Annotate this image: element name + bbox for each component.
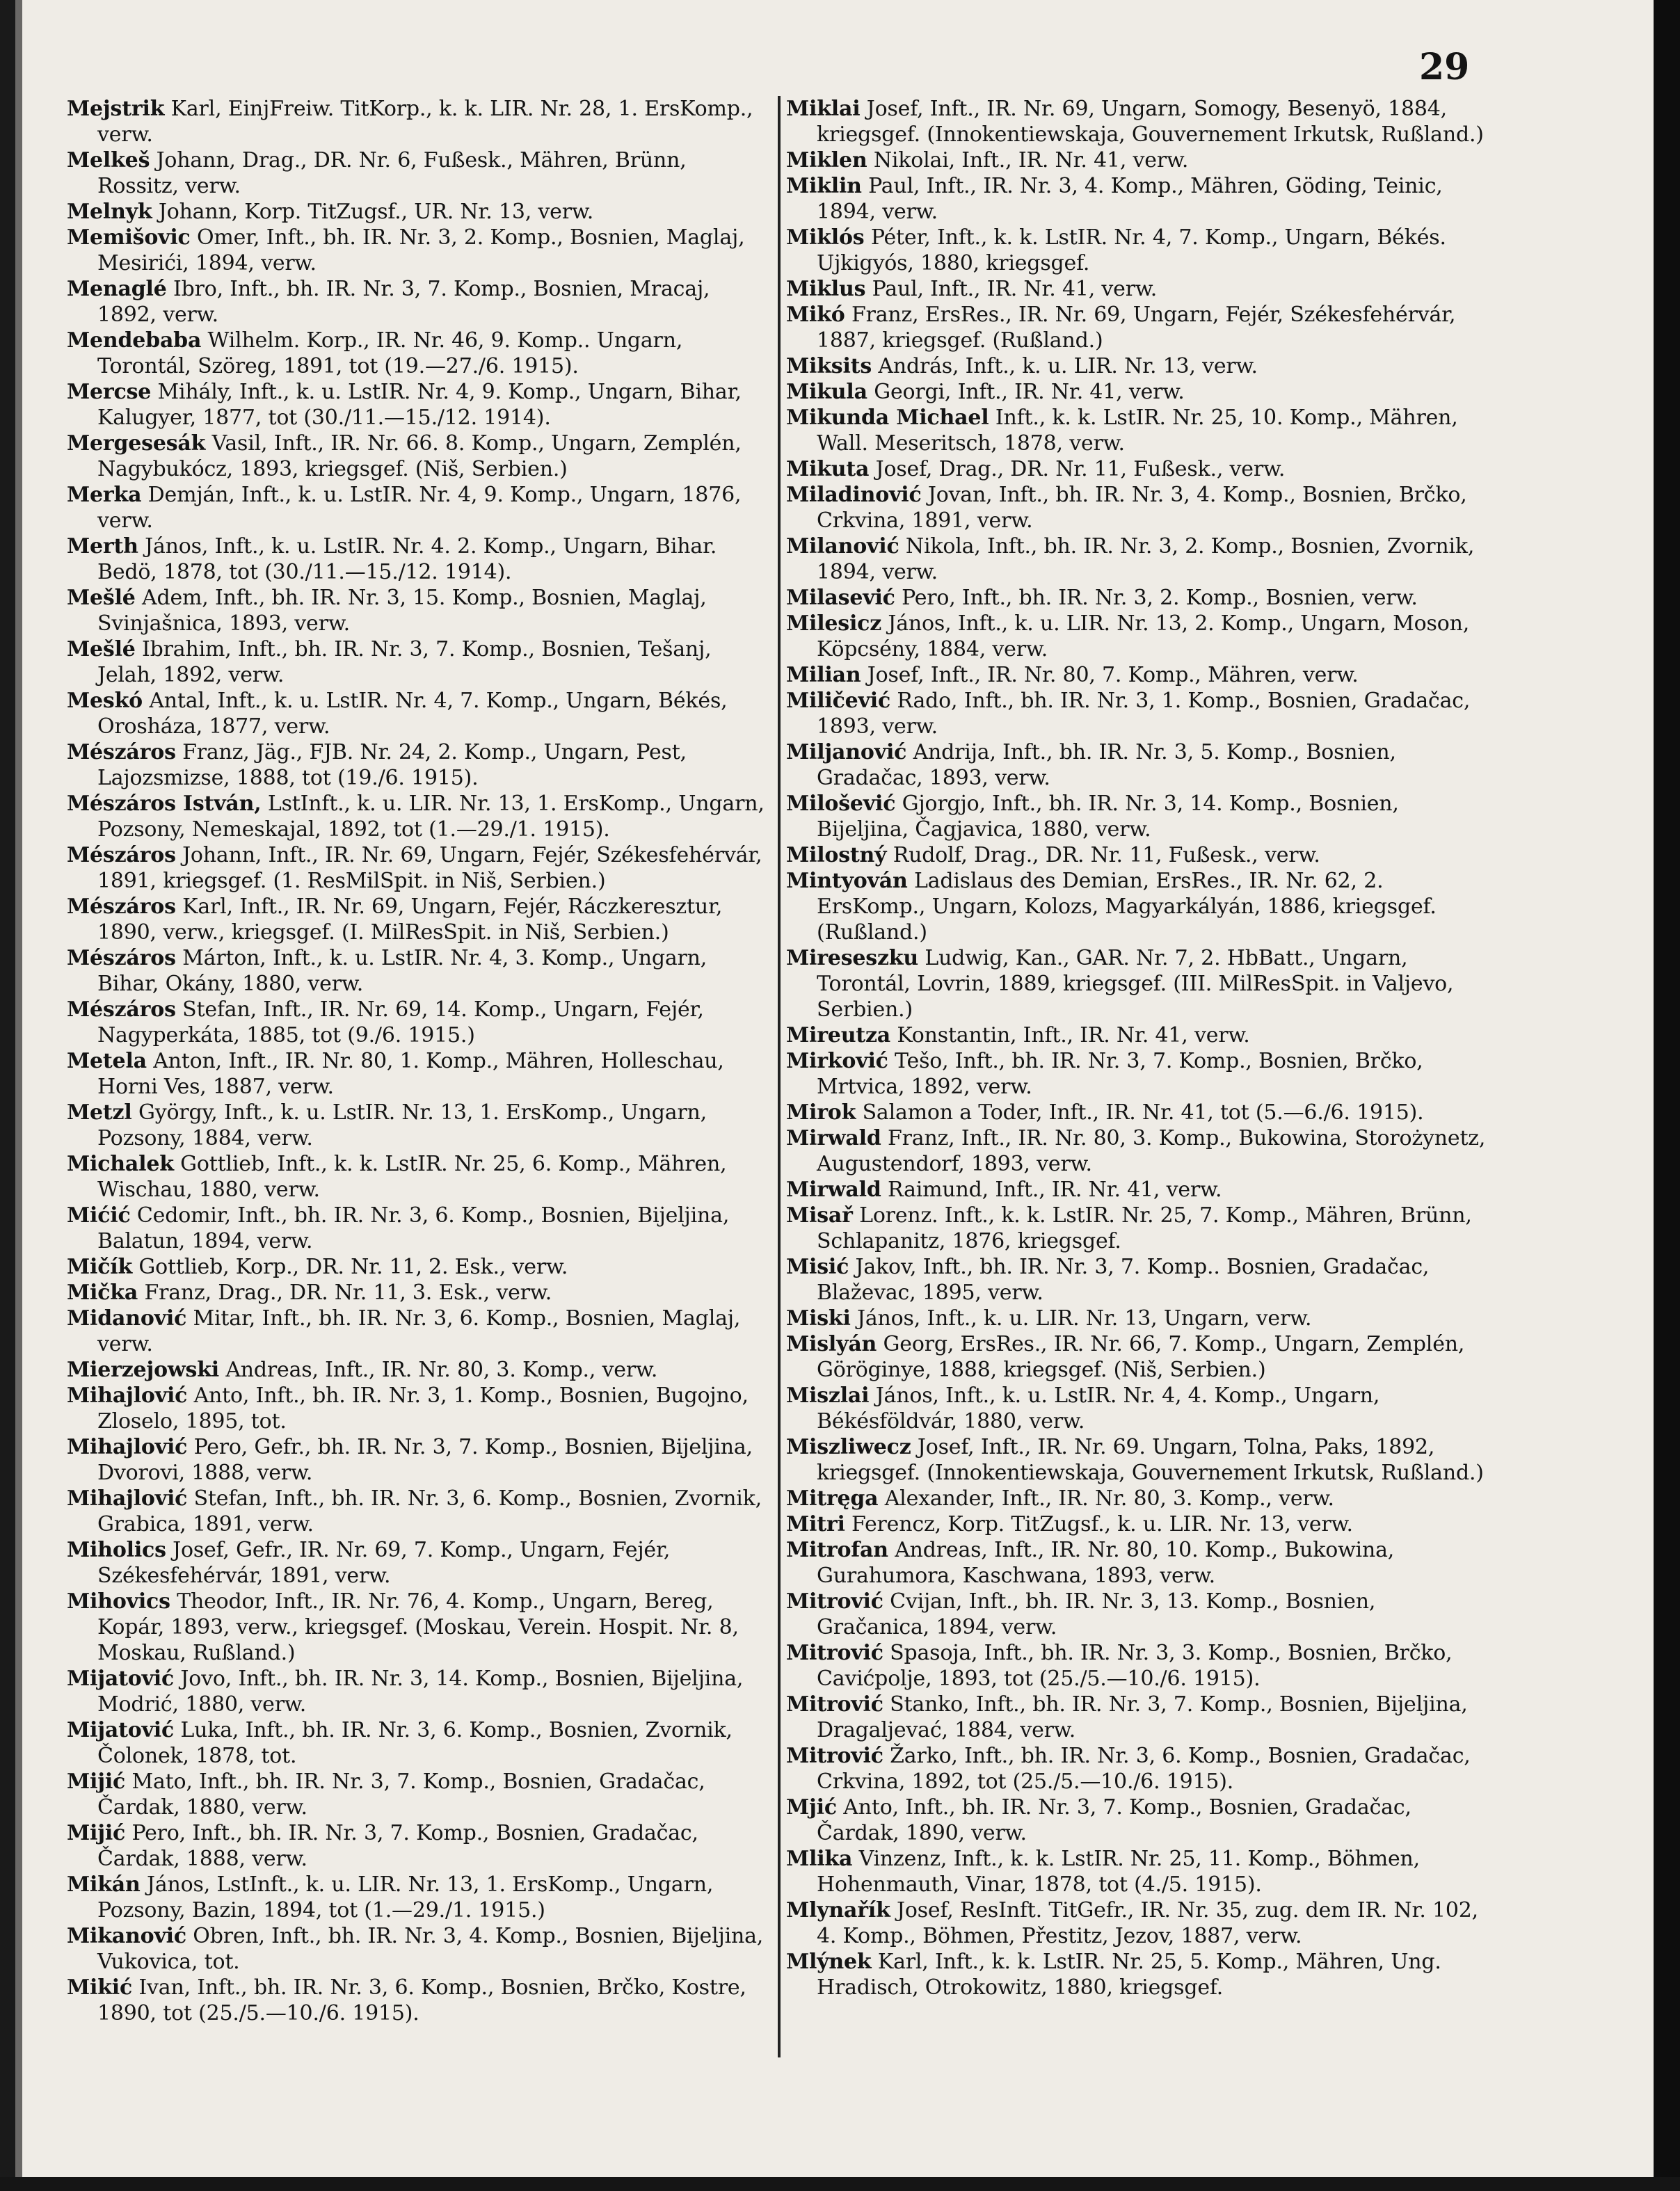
entry-surname: Misić <box>786 1255 849 1279</box>
list-entry <box>67 199 769 225</box>
entry-details: Demján, Inft., k. u. LstIR. Nr. 4, 9. Komp., Ungarn, 1876, verw. <box>97 483 742 533</box>
list-entry <box>786 96 1489 147</box>
entry-details: Anto, Inft., bh. IR. Nr. 3, 1. Komp., Bosnien, Bugojno, Zloselo, 1895, tot. <box>97 1383 749 1434</box>
entry-surname: Meskó <box>67 689 143 713</box>
list-entry <box>67 1923 769 1975</box>
list-entry <box>67 636 769 688</box>
entry-details: Alexander, Inft., IR. Nr. 80, 3. Komp., verw. <box>884 1486 1334 1511</box>
list-entry <box>786 1743 1489 1795</box>
entry-details: Antal, Inft., k. u. LstIR. Nr. 4, 7. Komp., Ungarn, Békés, Orosháza, 1877, verw. <box>97 689 728 739</box>
entry-surname: Miljanović <box>786 740 907 764</box>
entry-surname: Mészáros <box>67 843 176 867</box>
entry-details: Rado, Inft., bh. IR. Nr. 3, 1. Komp., Bosnien, Gradačac, 1893, verw. <box>817 689 1471 739</box>
list-entry <box>67 1254 769 1280</box>
entry-details: Wilhelm. Korp., IR. Nr. 46, 9. Komp.. Ungarn, Torontál, Szöreg, 1891, tot (19.—27./6. 1915). <box>97 328 683 378</box>
list-entry <box>786 1692 1489 1743</box>
entry-details: Karl, Inft., IR. Nr. 69, Ungarn, Fejér, Ráczkeresztur, 1890, verw., kriegsgef. (I. MilResSpit. in Niš, Serbien.) <box>97 894 723 945</box>
entry-surname: Mitri <box>786 1512 845 1536</box>
entry-surname: Mlika <box>786 1847 853 1871</box>
entry-details: Andrija, Inft., bh. IR. Nr. 3, 5. Komp., Bosnien, Gradačac, 1893, verw. <box>817 740 1396 790</box>
list-entry <box>67 945 769 997</box>
entry-details: Márton, Inft., k. u. LstIR. Nr. 4, 3. Komp., Ungarn, Bihar, Okány, 1880, verw. <box>97 946 707 996</box>
entry-surname: Metela <box>67 1049 147 1073</box>
entry-details: Andreas, Inft., IR. Nr. 80, 10. Komp., Bukowina, Gurahumora, Kaschwana, 1893, verw. <box>817 1538 1395 1588</box>
entry-details: Tešo, Inft., bh. IR. Nr. 3, 7. Komp., Bosnien, Brčko, Mrtvica, 1892, verw. <box>817 1049 1423 1099</box>
entry-details: András, Inft., k. u. LIR. Nr. 13, verw. <box>878 354 1258 378</box>
entry-surname: Mijić <box>67 1769 126 1794</box>
entry-surname: Mitrović <box>786 1744 883 1768</box>
list-entry <box>786 173 1489 225</box>
entry-surname: Mitręga <box>786 1486 879 1511</box>
entry-details: Konstantin, Inft., IR. Nr. 41, verw. <box>897 1023 1250 1048</box>
list-entry <box>786 1254 1489 1306</box>
list-entry <box>786 1795 1489 1846</box>
entry-details: Anto, Inft., bh. IR. Nr. 3, 7. Komp., Bosnien, Gradačac, Čardak, 1890, verw. <box>817 1795 1411 1845</box>
entry-surname: Memišovic <box>67 225 191 250</box>
entry-details: Gjorgjo, Inft., bh. IR. Nr. 3, 14. Komp., Bosnien, Bijeljina, Čagjavica, 1880, verw. <box>817 792 1399 842</box>
list-entry <box>67 1537 769 1589</box>
list-entry <box>786 945 1489 1022</box>
entry-surname: Mirok <box>786 1100 856 1125</box>
entry-surname: Miladinović <box>786 483 922 507</box>
list-entry <box>67 1357 769 1383</box>
entry-details: Raimund, Inft., IR. Nr. 41, verw. <box>888 1178 1222 1202</box>
entry-surname: Mikó <box>786 303 845 327</box>
list-entry <box>67 1151 769 1203</box>
entry-surname: Melkeš <box>67 148 150 172</box>
entry-details: György, Inft., k. u. LstIR. Nr. 13, 1. ErsKomp., Ungarn, Pozsony, 1884, verw. <box>97 1100 707 1150</box>
entry-details: Stefan, Inft., IR. Nr. 69, 14. Komp., Ungarn, Fejér, Nagyperkáta, 1885, tot (9./6. 1915.) <box>97 997 704 1048</box>
entry-surname: Mešlé <box>67 637 136 661</box>
list-entry <box>786 662 1489 688</box>
list-entry <box>786 225 1489 276</box>
entry-details: Cvijan, Inft., bh. IR. Nr. 3, 13. Komp., Bosnien, Gračanica, 1894, verw. <box>817 1589 1376 1639</box>
entry-details: Nikola, Inft., bh. IR. Nr. 3, 2. Komp., Bosnien, Zvornik, 1894, verw. <box>817 534 1475 584</box>
entry-surname: Mikić <box>67 1975 133 2000</box>
entry-details: Jakov, Inft., bh. IR. Nr. 3, 7. Komp.. Bosnien, Gradačac, Blaževac, 1895, verw. <box>817 1255 1430 1305</box>
list-entry <box>786 276 1489 302</box>
entry-details: Josef, Drag., DR. Nr. 11, Fußesk., verw. <box>875 457 1286 481</box>
list-entry <box>786 1100 1489 1125</box>
list-entry <box>786 611 1489 662</box>
list-entry <box>786 147 1489 173</box>
entry-surname: Mireseszku <box>786 946 918 970</box>
entry-details: Pero, Inft., bh. IR. Nr. 3, 2. Komp., Bosnien, verw. <box>902 586 1418 610</box>
entry-details: Pero, Inft., bh. IR. Nr. 3, 7. Komp., Bosnien, Gradačac, Čardak, 1888, verw. <box>97 1821 698 1871</box>
entry-details: János, Inft., k. u. LIR. Nr. 13, 2. Komp., Ungarn, Moson, Köpcsény, 1884, verw. <box>817 611 1470 661</box>
entry-details: Luka, Inft., bh. IR. Nr. 3, 6. Komp., Bosnien, Zvornik, Čolonek, 1878, tot. <box>97 1718 733 1768</box>
entry-details: Franz, Drag., DR. Nr. 11, 3. Esk., verw. <box>144 1281 552 1305</box>
list-entry <box>67 842 769 894</box>
list-entry <box>67 1769 769 1820</box>
entry-details: Johann, Drag., DR. Nr. 6, Fußesk., Mähren, Brünn, Rossitz, verw. <box>97 148 687 198</box>
list-entry <box>67 585 769 636</box>
list-entry <box>67 1486 769 1537</box>
entry-surname: Mičík <box>67 1255 133 1279</box>
entry-details: Vasil, Inft., IR. Nr. 66. 8. Komp., Ungarn, Zemplén, Nagybukócz, 1893, kriegsgef. (Niš, Serbien.) <box>97 431 742 481</box>
list-entry <box>67 1589 769 1666</box>
list-entry <box>786 1846 1489 1897</box>
list-entry <box>67 147 769 199</box>
entry-surname: Mjić <box>786 1795 837 1820</box>
list-entry <box>67 96 769 147</box>
entry-details: Inft., k. k. LstIR. Nr. 25, 10. Komp., Mähren, Wall. Meseritsch, 1878, verw. <box>817 406 1458 456</box>
list-entry <box>67 482 769 533</box>
list-entry <box>786 533 1489 585</box>
entry-details: Josef, Inft., IR. Nr. 80, 7. Komp., Mähren, verw. <box>867 663 1359 687</box>
entry-details: Cedomir, Inft., bh. IR. Nr. 3, 6. Komp., Bosnien, Bijeljina, Balatun, 1894, verw. <box>97 1203 730 1253</box>
entry-details: Andreas, Inft., IR. Nr. 80, 3. Komp., verw. <box>225 1358 658 1382</box>
entry-details: Ibro, Inft., bh. IR. Nr. 3, 7. Komp., Bosnien, Mracaj, 1892, verw. <box>97 277 710 327</box>
entry-details: Josef, Inft., IR. Nr. 69. Ungarn, Tolna, Paks, 1892, kriegsgef. (Innokentiewskaja, Gouvernement Irkutsk, Rußland.) <box>817 1435 1484 1485</box>
entry-surname: Menaglé <box>67 277 167 301</box>
list-entry <box>786 1589 1489 1640</box>
list-entry <box>786 791 1489 842</box>
entry-details: János, Inft., k. u. LstIR. Nr. 4. 2. Komp., Ungarn, Bihar. Bedö, 1878, tot (30./11.—15./12. 1914). <box>97 534 717 584</box>
entry-details: Ladislaus des Demian, ErsRes., IR. Nr. 62, 2. ErsKomp., Ungarn, Kolozs, Magyarkályán, 1886, kriegsgef. (Rußland.) <box>817 869 1437 945</box>
entry-surname: Mészáros <box>67 946 176 970</box>
entry-surname: Miksits <box>786 354 872 378</box>
entry-details: Georgi, Inft., IR. Nr. 41, verw. <box>874 380 1185 404</box>
list-entry <box>786 1537 1489 1589</box>
entry-details: Žarko, Inft., bh. IR. Nr. 3, 6. Komp., Bosnien, Gradačac, Crkvina, 1892, tot (25./5.—10./6. 1915). <box>817 1744 1471 1794</box>
entry-details: LstInft., k. u. LIR. Nr. 13, 1. ErsKomp., Ungarn, Pozsony, Nemeskajal, 1892, tot (1.—29./1. 1915). <box>97 792 765 842</box>
list-entry <box>786 379 1489 405</box>
entry-surname: Miholics <box>67 1538 166 1562</box>
entry-details: János, LstInft., k. u. LIR. Nr. 13, 1. ErsKomp., Ungarn, Pozsony, Bazin, 1894, tot (1.—29./1. 1915.) <box>97 1872 714 1923</box>
list-entry <box>786 1897 1489 1949</box>
entry-surname: Miszlai <box>786 1383 870 1408</box>
entry-surname: Merka <box>67 483 142 507</box>
entry-surname: Merth <box>67 534 138 559</box>
list-entry <box>67 894 769 945</box>
entry-details: Mato, Inft., bh. IR. Nr. 3, 7. Komp., Bosnien, Gradačac, Čardak, 1880, verw. <box>97 1769 705 1820</box>
entry-details: Karl, Inft., k. k. LstIR. Nr. 25, 5. Komp., Mähren, Ung. Hradisch, Otrokowitz, 1880, kriegsgef. <box>817 1950 1441 2000</box>
list-entry <box>67 1666 769 1717</box>
entry-surname: Michalek <box>67 1152 174 1176</box>
entry-details: Ludwig, Kan., GAR. Nr. 7, 2. HbBatt., Ungarn, Torontál, Lovrin, 1889, kriegsgef. (III. MilResSpit. in Valjevo, Serbien.) <box>817 946 1454 1022</box>
entry-surname: Miklós <box>786 225 865 250</box>
entry-details: Mitar, Inft., bh. IR. Nr. 3, 6. Komp., Bosnien, Maglaj, verw. <box>97 1306 741 1356</box>
list-entry <box>67 1048 769 1100</box>
list-entry <box>786 1203 1489 1254</box>
entry-details: Paul, Inft., IR. Nr. 41, verw. <box>872 277 1158 301</box>
entry-surname: Mészáros <box>67 894 176 919</box>
list-entry <box>67 1434 769 1486</box>
entry-details: Franz, Inft., IR. Nr. 80, 3. Komp., Bukowina, Storożynetz, Augustendorf, 1893, verw. <box>817 1126 1486 1176</box>
entry-surname: Mihajlović <box>67 1435 188 1459</box>
list-entry <box>67 328 769 379</box>
entry-surname: Mitrofan <box>786 1538 888 1562</box>
list-entry <box>786 1511 1489 1537</box>
entry-details: Nikolai, Inft., IR. Nr. 41, verw. <box>873 148 1189 172</box>
entry-details: János, Inft., k. u. LIR. Nr. 13, Ungarn, verw. <box>857 1306 1312 1331</box>
entry-details: Spasoja, Inft., bh. IR. Nr. 3, 3. Komp., Bosnien, Brčko, Cavićpolje, 1893, tot (25./5.—10./6. 1915). <box>817 1641 1453 1691</box>
list-entry <box>786 868 1489 945</box>
entry-surname: Mihovics <box>67 1589 170 1614</box>
list-entry <box>786 1434 1489 1486</box>
entry-surname: Mirwald <box>786 1126 881 1150</box>
entry-surname: Mergesesák <box>67 431 206 456</box>
list-entry <box>67 225 769 276</box>
list-entry <box>786 1383 1489 1434</box>
entry-surname: Mitrović <box>786 1589 883 1614</box>
entry-surname: Milanović <box>786 534 899 559</box>
entry-surname: Milesicz <box>786 611 882 636</box>
entry-details: Gottlieb, Korp., DR. Nr. 11, 2. Esk., verw. <box>138 1255 568 1279</box>
list-entry <box>67 431 769 482</box>
list-entry <box>67 379 769 431</box>
entry-details: Theodor, Inft., IR. Nr. 76, 4. Komp., Ungarn, Bereg, Kopár, 1893, verw., kriegsgef. (Moskau, Verein. Hospit. Nr. 8, Moskau, Rußland.) <box>97 1589 739 1665</box>
list-entry <box>67 1203 769 1254</box>
entry-surname: Mikán <box>67 1872 141 1897</box>
entry-surname: Milostný <box>786 843 887 867</box>
entry-surname: Mikunda Michael <box>786 406 989 430</box>
entry-details: Georg, ErsRes., IR. Nr. 66, 7. Komp., Ungarn, Zemplén, Göröginye, 1888, kriegsgef. (Niš, Serbien.) <box>817 1332 1465 1382</box>
entry-surname: Mlynařík <box>786 1898 890 1923</box>
list-entry <box>67 739 769 791</box>
list-entry <box>67 276 769 328</box>
entry-surname: Melnyk <box>67 200 152 224</box>
column-divider <box>778 96 781 2057</box>
list-entry <box>786 1177 1489 1203</box>
entry-details: Anton, Inft., IR. Nr. 80, 1. Komp., Mähren, Holleschau, Horni Ves, 1887, verw. <box>97 1049 724 1099</box>
entry-surname: Miklen <box>786 148 867 172</box>
entry-surname: Miličević <box>786 689 891 713</box>
entry-surname: Mészáros <box>67 740 176 764</box>
list-entry <box>67 1717 769 1769</box>
entry-surname: Mikanović <box>67 1924 186 1948</box>
scan-edge-right <box>1654 0 1680 2191</box>
entry-surname: Mészáros <box>67 997 176 1022</box>
entry-surname: Mešlé <box>67 586 136 610</box>
list-entry <box>786 739 1489 791</box>
list-entry <box>786 456 1489 482</box>
entry-surname: Milošević <box>786 792 896 816</box>
page-number: 29 <box>1419 46 1470 88</box>
entry-surname: Mikula <box>786 380 867 404</box>
list-entry <box>786 1331 1489 1383</box>
entry-details: Salamon a Toder, Inft., IR. Nr. 41, tot (5.—6./6. 1915). <box>862 1100 1424 1125</box>
list-entry <box>786 1125 1489 1177</box>
entry-details: Josef, ResInft. TitGefr., IR. Nr. 35, zug. dem IR. Nr. 102, 4. Komp., Böhmen, Přestitz, Jezov, 1887, verw. <box>817 1898 1478 1948</box>
list-entry <box>786 302 1489 353</box>
entry-surname: Mierzejowski <box>67 1358 219 1382</box>
list-entry <box>67 1975 769 2026</box>
scan-edge-left <box>0 0 15 2191</box>
entry-surname: Miklus <box>786 277 866 301</box>
entry-surname: Miszliwecz <box>786 1435 911 1459</box>
entry-details: Josef, Gefr., IR. Nr. 69, 7. Komp., Ungarn, Fejér, Székesfehérvár, 1891, verw. <box>97 1538 671 1588</box>
list-entry <box>67 791 769 842</box>
entry-details: Stefan, Inft., bh. IR. Nr. 3, 6. Komp., Bosnien, Zvornik, Grabica, 1891, verw. <box>97 1486 762 1536</box>
list-entry <box>786 1640 1489 1692</box>
list-entry <box>786 405 1489 456</box>
entry-details: Franz, Jäg., FJB. Nr. 24, 2. Komp., Ungarn, Pest, Lajozsmizse, 1888, tot (19./6. 1915). <box>97 740 687 790</box>
entry-surname: Milian <box>786 663 861 687</box>
scan-edge-left-shadow <box>15 0 22 2191</box>
entry-surname: Mitrović <box>786 1641 883 1665</box>
entry-surname: Miklin <box>786 174 862 198</box>
entry-details: Karl, EinjFreiw. TitKorp., k. k. LIR. Nr. 28, 1. ErsKomp., verw. <box>97 97 753 147</box>
list-entry <box>67 1383 769 1434</box>
entry-surname: Metzl <box>67 1100 132 1125</box>
entry-surname: Midanović <box>67 1306 187 1331</box>
entry-surname: Mlýnek <box>786 1950 872 1974</box>
list-entry <box>786 688 1489 739</box>
list-entry <box>786 1048 1489 1100</box>
list-entry <box>786 1022 1489 1048</box>
list-entry <box>67 1100 769 1151</box>
scan-edge-bottom <box>0 2177 1680 2191</box>
entry-surname: Miklai <box>786 97 861 121</box>
entry-surname: Mihajlović <box>67 1383 188 1408</box>
entry-details: Franz, ErsRes., IR. Nr. 69, Ungarn, Fejér, Székesfehérvár, 1887, kriegsgef. (Rußland.) <box>817 303 1456 353</box>
entry-details: Ibrahim, Inft., bh. IR. Nr. 3, 7. Komp., Bosnien, Tešanj, Jelah, 1892, verw. <box>97 637 712 687</box>
entry-surname: Mészáros István, <box>67 792 262 816</box>
list-entry <box>786 1486 1489 1511</box>
entry-surname: Mitrović <box>786 1692 883 1717</box>
list-entry <box>786 353 1489 379</box>
entry-surname: Mendebaba <box>67 328 202 353</box>
entry-surname: Mijić <box>67 1821 126 1845</box>
entry-details: János, Inft., k. u. LstIR. Nr. 4, 4. Komp., Ungarn, Békésföldvár, 1880, verw. <box>817 1383 1380 1434</box>
entry-details: Obren, Inft., bh. IR. Nr. 3, 4. Komp., Bosnien, Bijeljina, Vukovica, tot. <box>97 1924 764 1974</box>
entry-surname: Mihajlović <box>67 1486 188 1511</box>
entry-details: Omer, Inft., bh. IR. Nr. 3, 2. Komp., Bosnien, Maglaj, Mesirići, 1894, verw. <box>97 225 745 275</box>
entry-details: Stanko, Inft., bh. IR. Nr. 3, 7. Komp., Bosnien, Bijeljina, Dragaljevać, 1884, verw. <box>817 1692 1468 1742</box>
list-entry <box>786 1949 1489 2000</box>
entry-details: Ivan, Inft., bh. IR. Nr. 3, 6. Komp., Bosnien, Brčko, Kostre, 1890, tot (25./5.—10./6. 1915). <box>97 1975 746 2025</box>
list-entry <box>67 1872 769 1923</box>
list-entry <box>67 997 769 1048</box>
left-column <box>67 96 769 2064</box>
list-entry <box>67 1306 769 1357</box>
entry-surname: Mislyán <box>786 1332 877 1356</box>
entry-details: Adem, Inft., bh. IR. Nr. 3, 15. Komp., Bosnien, Maglaj, Svinjašnica, 1893, verw. <box>97 586 707 636</box>
entry-surname: Mička <box>67 1281 138 1305</box>
entry-surname: Mejstrik <box>67 97 165 121</box>
entry-surname: Miski <box>786 1306 851 1331</box>
list-entry <box>67 688 769 739</box>
entry-details: Jovo, Inft., bh. IR. Nr. 3, 14. Komp., Bosnien, Bijeljina, Modrić, 1880, verw. <box>97 1667 744 1717</box>
entry-details: Johann, Korp. TitZugsf., UR. Nr. 13, verw. <box>158 200 594 224</box>
entry-details: Gottlieb, Inft., k. k. LstIR. Nr. 25, 6. Komp., Mähren, Wischau, 1880, verw. <box>97 1152 727 1202</box>
entry-details: Pero, Gefr., bh. IR. Nr. 3, 7. Komp., Bosnien, Bijeljina, Dvorovi, 1888, verw. <box>97 1435 753 1485</box>
list-entry <box>786 842 1489 868</box>
entry-surname: Mirwald <box>786 1178 881 1202</box>
entry-surname: Mercse <box>67 380 152 404</box>
list-entry <box>67 533 769 585</box>
entry-surname: Misař <box>786 1203 853 1228</box>
entry-details: Lorenz. Inft., k. k. LstIR. Nr. 25, 7. Komp., Mähren, Brünn, Schlapanitz, 1876, kriegsgef. <box>817 1203 1472 1253</box>
entry-surname: Milasević <box>786 586 895 610</box>
entry-surname: Mikuta <box>786 457 870 481</box>
entry-details: Péter, Inft., k. k. LstIR. Nr. 4, 7. Komp., Ungarn, Békés. Ujkigyós, 1880, kriegsgef. <box>817 225 1446 275</box>
list-entry <box>67 1820 769 1872</box>
entry-details: Johann, Inft., IR. Nr. 69, Ungarn, Fejér, Székesfehérvár, 1891, kriegsgef. (1. ResMilSpit. in Niš, Serbien.) <box>97 843 762 893</box>
entry-surname: Mijatović <box>67 1718 175 1742</box>
entry-details: Jovan, Inft., bh. IR. Nr. 3, 4. Komp., Bosnien, Brčko, Crkvina, 1891, verw. <box>817 483 1467 533</box>
entry-details: Paul, Inft., IR. Nr. 3, 4. Komp., Mähren, Göding, Teinic, 1894, verw. <box>817 174 1443 224</box>
list-entry <box>786 1306 1489 1331</box>
entry-surname: Mintyován <box>786 869 908 893</box>
entry-surname: Mireutza <box>786 1023 891 1048</box>
entry-details: Josef, Inft., IR. Nr. 69, Ungarn, Somogy, Besenyö, 1884, kriegsgef. (Innokentiewskaja, Gouvernement Irkutsk, Rußland.) <box>817 97 1484 147</box>
entry-surname: Mićić <box>67 1203 131 1228</box>
entry-surname: Mijatović <box>67 1667 175 1691</box>
list-entry <box>786 585 1489 611</box>
entry-details: Mihály, Inft., k. u. LstIR. Nr. 4, 9. Komp., Ungarn, Bihar, Kalugyer, 1877, tot (30./11.—15./12. 1914). <box>97 380 742 430</box>
entry-details: Vinzenz, Inft., k. k. LstIR. Nr. 25, 11. Komp., Böhmen, Hohenmauth, Vinar, 1878, tot (4./5. 1915). <box>817 1847 1420 1897</box>
entry-surname: Mirković <box>786 1049 888 1073</box>
entry-details: Ferencz, Korp. TitZugsf., k. u. LIR. Nr. 13, verw. <box>851 1512 1353 1536</box>
entry-details: Rudolf, Drag., DR. Nr. 11, Fußesk., verw. <box>893 843 1320 867</box>
list-entry <box>786 482 1489 533</box>
list-entry <box>67 1280 769 1306</box>
right-column <box>786 96 1489 2064</box>
